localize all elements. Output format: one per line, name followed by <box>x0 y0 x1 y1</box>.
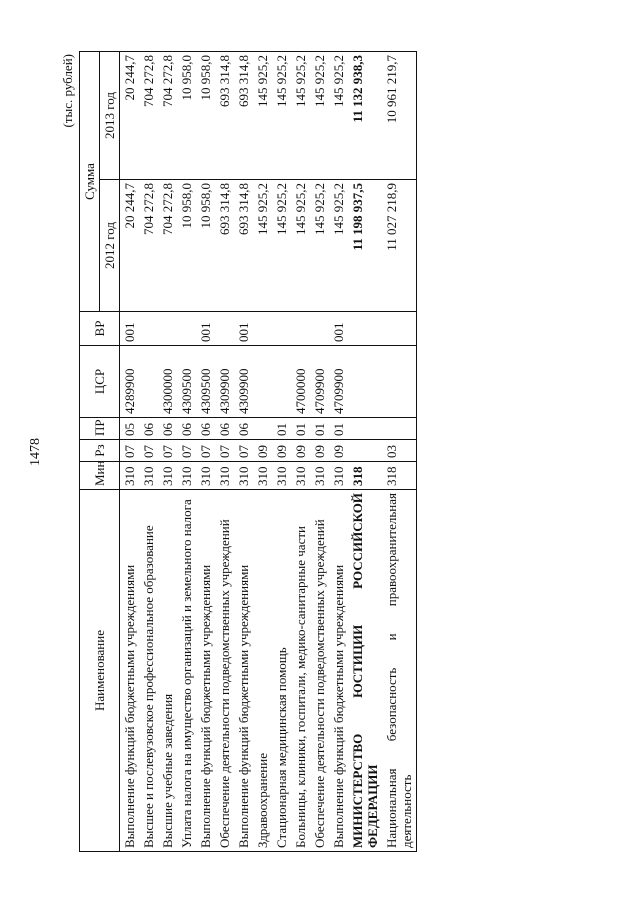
table-row <box>120 52 140 852</box>
table-row <box>139 52 158 852</box>
row-pr <box>253 418 272 440</box>
row-sum-2013: 693 314,8 <box>215 52 234 180</box>
row-min: 318 <box>382 462 417 490</box>
row-sum-2012: 145 925,2 <box>329 180 348 312</box>
row-sum-2012: 11 198 937,5 <box>348 180 382 312</box>
row-min: 310 <box>120 462 140 490</box>
row-vr: 001 <box>196 312 215 346</box>
units-label: (тыс. рублей) <box>60 54 75 128</box>
row-pr: 01 <box>272 418 291 440</box>
row-csr <box>272 346 291 418</box>
row-name: Высшие учебные заведения <box>158 490 177 852</box>
row-rz: 09 <box>291 440 310 462</box>
row-name: Больницы, клиники, госпитали, медико-санитарные части <box>291 490 310 852</box>
table-row <box>177 52 196 852</box>
header-min: Мин <box>80 462 120 490</box>
row-name: Высшее и послевузовское профессиональное образование <box>139 490 158 852</box>
header-pr: ПР <box>80 418 120 440</box>
table-row <box>291 52 310 852</box>
header-2013: 2013 год <box>100 52 120 180</box>
row-rz: 07 <box>158 440 177 462</box>
row-min: 318 <box>348 462 382 490</box>
row-vr <box>348 312 382 346</box>
row-name: Здравоохранение <box>253 490 272 852</box>
row-sum-2012: 704 272,8 <box>158 180 177 312</box>
header-csr: ЦСР <box>80 346 120 418</box>
row-vr <box>382 312 417 346</box>
row-csr <box>382 346 417 418</box>
row-pr: 06 <box>177 418 196 440</box>
row-sum-2012: 145 925,2 <box>253 180 272 312</box>
row-min: 310 <box>291 462 310 490</box>
table-row <box>196 52 215 852</box>
row-pr: 06 <box>196 418 215 440</box>
row-pr: 01 <box>291 418 310 440</box>
row-vr: 001 <box>329 312 348 346</box>
row-rz: 07 <box>234 440 253 462</box>
row-min: 310 <box>272 462 291 490</box>
row-csr: 4709900 <box>329 346 348 418</box>
row-rz <box>348 440 382 462</box>
row-sum-2013: 11 132 938,3 <box>348 52 382 180</box>
row-rz: 09 <box>310 440 329 462</box>
row-min: 310 <box>158 462 177 490</box>
row-rz: 09 <box>253 440 272 462</box>
row-name: Обеспечение деятельности подведомственных учреждений <box>310 490 329 852</box>
row-sum-2012: 11 027 218,9 <box>382 180 417 312</box>
row-sum-2013: 145 925,2 <box>329 52 348 180</box>
budget-table <box>79 51 417 852</box>
row-sum-2013: 693 314,8 <box>234 52 253 180</box>
row-sum-2013: 145 925,2 <box>310 52 329 180</box>
row-rz: 09 <box>272 440 291 462</box>
row-sum-2013: 704 272,8 <box>158 52 177 180</box>
row-name: Уплата налога на имущество организаций и земельного налога <box>177 490 196 852</box>
row-pr: 06 <box>234 418 253 440</box>
row-vr <box>177 312 196 346</box>
row-sum-2013: 145 925,2 <box>272 52 291 180</box>
table-row <box>329 52 348 852</box>
rotated-page <box>60 52 580 852</box>
row-csr: 4289900 <box>120 346 140 418</box>
row-sum-2012: 145 925,2 <box>272 180 291 312</box>
row-rz: 07 <box>215 440 234 462</box>
row-vr <box>291 312 310 346</box>
header-sum: Сумма <box>80 52 100 312</box>
row-sum-2013: 10 958,0 <box>196 52 215 180</box>
row-csr: 4309900 <box>215 346 234 418</box>
row-min: 310 <box>253 462 272 490</box>
header-rz: Рз <box>80 440 120 462</box>
table-row <box>348 52 382 852</box>
header-2012: 2012 год <box>100 180 120 312</box>
row-name: Выполнение функций бюджетными учреждениями <box>234 490 253 852</box>
row-name: Выполнение функций бюджетными учреждениями <box>196 490 215 852</box>
row-sum-2012: 704 272,8 <box>139 180 158 312</box>
row-sum-2013: 20 244,7 <box>120 52 140 180</box>
row-csr: 4309900 <box>234 346 253 418</box>
table-row <box>158 52 177 852</box>
row-sum-2012: 693 314,8 <box>215 180 234 312</box>
row-name: Стационарная медицинская помощь <box>272 490 291 852</box>
row-name: Национальная безопасность и правоохранительная деятельность <box>382 490 417 852</box>
table-body <box>120 52 417 852</box>
row-sum-2012: 10 958,0 <box>196 180 215 312</box>
table-row <box>382 52 417 852</box>
row-sum-2013: 704 272,8 <box>139 52 158 180</box>
header-vr: ВР <box>80 312 120 346</box>
row-rz: 07 <box>196 440 215 462</box>
row-rz: 09 <box>329 440 348 462</box>
row-min: 310 <box>177 462 196 490</box>
row-sum-2012: 10 958,0 <box>177 180 196 312</box>
row-csr: 4309500 <box>196 346 215 418</box>
row-name: Выполнение функций бюджетными учреждениями <box>329 490 348 852</box>
row-pr: 01 <box>310 418 329 440</box>
row-pr <box>348 418 382 440</box>
row-min: 310 <box>139 462 158 490</box>
row-pr: 06 <box>139 418 158 440</box>
row-rz: 07 <box>139 440 158 462</box>
row-min: 310 <box>234 462 253 490</box>
row-csr: 4709900 <box>310 346 329 418</box>
row-vr: 001 <box>120 312 140 346</box>
table-row <box>234 52 253 852</box>
row-name: Обеспечение деятельности подведомственных учреждений <box>215 490 234 852</box>
table-row <box>310 52 329 852</box>
row-csr <box>348 346 382 418</box>
row-csr: 4309500 <box>177 346 196 418</box>
row-min: 310 <box>215 462 234 490</box>
row-rz: 07 <box>120 440 140 462</box>
row-csr <box>253 346 272 418</box>
row-pr: 06 <box>158 418 177 440</box>
row-min: 310 <box>329 462 348 490</box>
row-csr: 4700000 <box>291 346 310 418</box>
row-csr: 4300000 <box>158 346 177 418</box>
row-rz: 03 <box>382 440 417 462</box>
row-name: Выполнение функций бюджетными учреждениями <box>120 490 140 852</box>
row-min: 310 <box>310 462 329 490</box>
row-sum-2013: 145 925,2 <box>253 52 272 180</box>
row-sum-2012: 145 925,2 <box>291 180 310 312</box>
row-pr: 06 <box>215 418 234 440</box>
row-sum-2013: 10 961 219,7 <box>382 52 417 180</box>
table-row <box>272 52 291 852</box>
page-number: 1478 <box>28 438 43 466</box>
row-vr <box>272 312 291 346</box>
row-vr <box>215 312 234 346</box>
row-vr <box>139 312 158 346</box>
row-vr: 001 <box>234 312 253 346</box>
table-row <box>253 52 272 852</box>
row-sum-2013: 10 958,0 <box>177 52 196 180</box>
table-row <box>215 52 234 852</box>
header-name: Наименование <box>80 490 120 852</box>
row-sum-2012: 145 925,2 <box>310 180 329 312</box>
row-pr: 01 <box>329 418 348 440</box>
row-csr <box>139 346 158 418</box>
row-name: МИНИСТЕРСТВО ЮСТИЦИИ РОССИЙСКОЙ ФЕДЕРАЦИИ <box>348 490 382 852</box>
row-sum-2012: 693 314,8 <box>234 180 253 312</box>
row-pr <box>382 418 417 440</box>
row-sum-2012: 20 244,7 <box>120 180 140 312</box>
row-rz: 07 <box>177 440 196 462</box>
row-pr: 05 <box>120 418 140 440</box>
row-vr <box>158 312 177 346</box>
row-min: 310 <box>196 462 215 490</box>
row-vr <box>253 312 272 346</box>
row-vr <box>310 312 329 346</box>
row-sum-2013: 145 925,2 <box>291 52 310 180</box>
